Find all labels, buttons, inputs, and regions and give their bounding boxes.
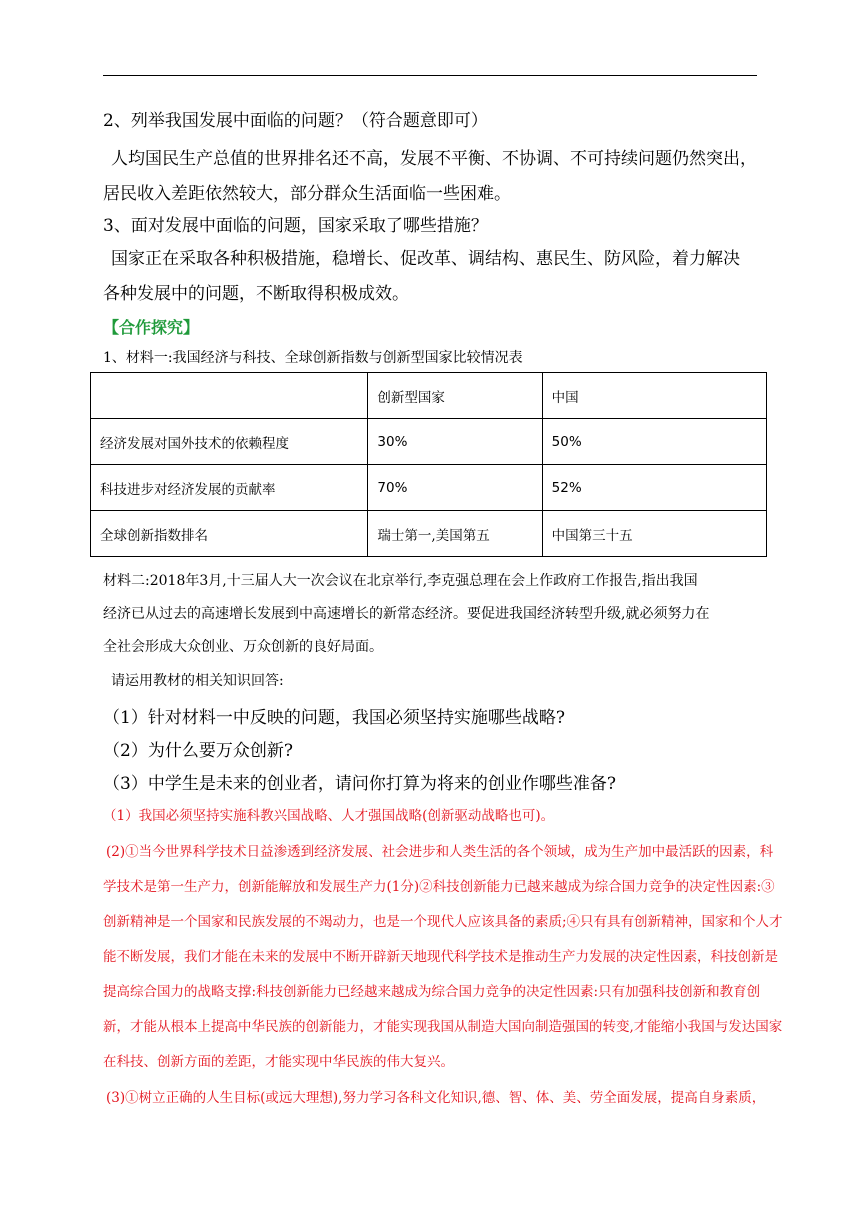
table-cell: 中国第三十五 xyxy=(542,511,766,557)
table-cell: 瑞士第一,美国第五 xyxy=(368,511,542,557)
table-header-cell: 创新型国家 xyxy=(368,373,542,419)
table-cell: 50% xyxy=(542,419,766,465)
table-cell: 52% xyxy=(542,465,766,511)
answer-2-line-2: 居民收入差距依然较大，部分群众生活面临一些困难。 xyxy=(103,184,511,204)
answer-3-line-1: 国家正在采取各种积极措施，稳增长、促改革、调结构、惠民生、防风险，着力解决 xyxy=(111,249,740,269)
question-3: 3、面对发展中面临的问题，国家采取了哪些措施？ xyxy=(103,216,488,236)
sub-question-3: （3）中学生是未来的创业者，请问你打算为将来的创业作哪些准备? xyxy=(103,774,616,794)
table-row xyxy=(91,465,767,511)
table-cell: 30% xyxy=(368,419,542,465)
sub-question-2: （2）为什么要万众创新? xyxy=(103,741,293,761)
section-heading: 【合作探究】 xyxy=(103,318,200,337)
answer-2-line-1: 人均国民生产总值的世界排名还不高，发展不平衡、不协调、不可持续问题仍然突出， xyxy=(111,149,757,169)
answer-3-line-2: 各种发展中的问题，不断取得积极成效。 xyxy=(103,284,409,304)
answer-2-text-line-7: 在科技、创新方面的差距，才能实现中华民族的伟大复兴。 xyxy=(103,1054,454,1070)
answer-3: (3)①树立正确的人生目标(或远大理想),努力学习各科文化知识,德、智、体、美、劳全面发展，提高自身素质， xyxy=(106,1090,766,1106)
answer-2-text-line-3: 创新精神是一个国家和民族发展的不竭动力，也是一个现代人应该具备的素质;④只有具有创新精神，国家和个人才 xyxy=(103,914,783,930)
material-2-line-2: 经济已从过去的高速增长发展到中高速增长的新常态经济。要促进我国经济转型升级,就必须努力在 xyxy=(103,606,710,622)
question-2: 2、列举我国发展中面临的问题？（符合题意即可） xyxy=(103,111,488,131)
table-cell: 科技进步对经济发展的贡献率 xyxy=(91,465,368,511)
answer-2-text-line-5: 提高综合国力的战略支撑:科技创新能力已经越来越成为综合国力竞争的决定性因素:只有加强科技创新和教育创 xyxy=(103,984,761,1000)
prompt-text: 请运用教材的相关知识回答: xyxy=(111,673,284,689)
answer-1: （1）我国必须坚持实施科教兴国战略、人才强国战略(创新驱动战略也可)。 xyxy=(103,808,555,824)
material-1-title: 1、材料一:我国经济与科技、全球创新指数与创新型国家比较情况表 xyxy=(103,350,523,366)
table-header-cell: 中国 xyxy=(542,373,766,419)
table-cell: 全球创新指数排名 xyxy=(91,511,368,557)
comparison-table xyxy=(90,372,767,557)
table-row xyxy=(91,511,767,557)
answer-2-text-line-1: (2)①当今世界科学技术日益渗透到经济发展、社会进步和人类生活的各个领域，成为生产加中最活跃的因素，科 xyxy=(106,844,774,860)
answer-2-text-line-4: 能不断发展，我们才能在未来的发展中不断开辟新天地现代科学技术是推动生产力发展的决定性因素，科技创新是 xyxy=(103,949,778,965)
answer-2-text-line-2: 学技术是第一生产力，创新能解放和发展生产力(1分)②科技创新能力已越来越成为综合国力竞争的决定性因素:③ xyxy=(103,879,775,895)
sub-question-1: （1）针对材料一中反映的问题，我国必须坚持实施哪些战略? xyxy=(103,708,565,728)
header-rule xyxy=(103,75,757,76)
material-2-line-1: 材料二:2018年3月,十三届人大一次会议在北京举行,李克强总理在会上作政府工作报告,指出我国 xyxy=(103,573,698,589)
answer-2-text-line-6: 新，才能从根本上提高中华民族的创新能力，才能实现我国从制造大国向制造强国的转变,才能缩小我国与发达国家 xyxy=(103,1019,783,1035)
table-cell: 70% xyxy=(368,465,542,511)
material-2-line-3: 全社会形成大众创业、万众创新的良好局面。 xyxy=(103,639,383,655)
table-header-row xyxy=(91,373,767,419)
table-row xyxy=(91,419,767,465)
table-cell: 经济发展对国外技术的依赖程度 xyxy=(91,419,368,465)
table-header-cell xyxy=(91,373,368,419)
